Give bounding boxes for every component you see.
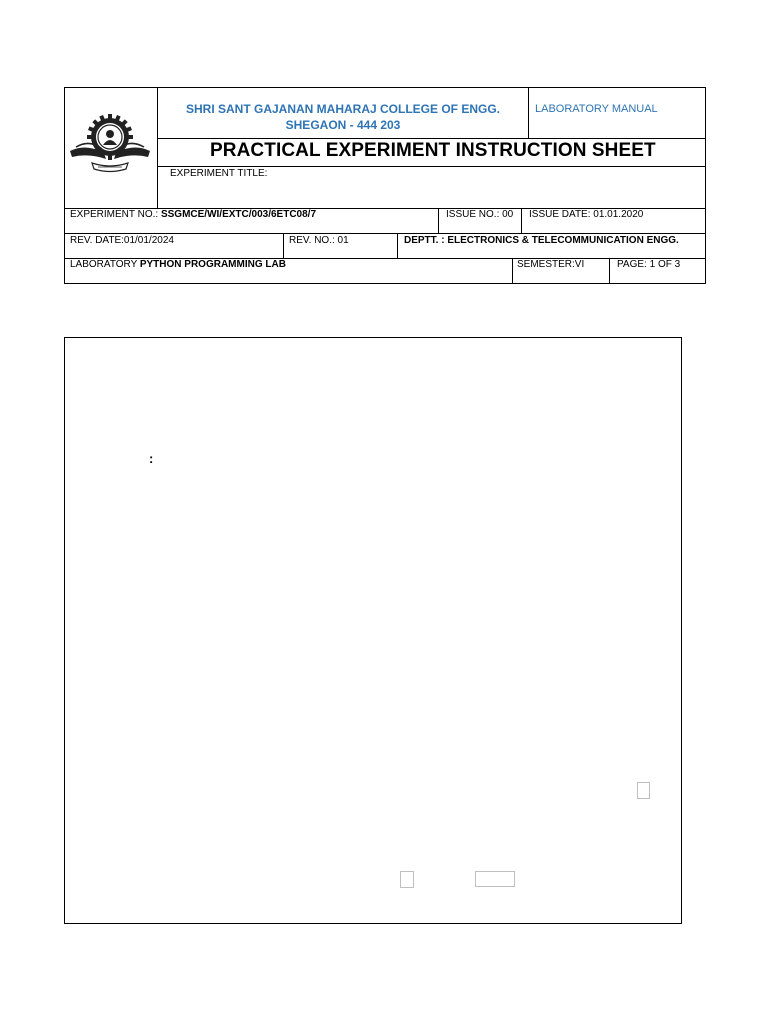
- placeholder-box: [400, 871, 414, 888]
- college-name: SHRI SANT GAJANAN MAHARAJ COLLEGE OF ENGG.: [185, 102, 500, 116]
- sheet-title: PRACTICAL EXPERIMENT INSTRUCTION SHEET: [210, 140, 656, 161]
- header-table: [64, 87, 706, 284]
- placeholder-box: [637, 782, 650, 799]
- department: DEPTT. : ELECTRONICS & TELECOMMUNICATION ENGG.: [404, 235, 679, 246]
- content-box: [64, 337, 682, 924]
- issue-no: ISSUE NO.: 00: [446, 209, 514, 220]
- laboratory-label: LABORATORY: [70, 259, 140, 270]
- laboratory-cell: [70, 259, 286, 271]
- experiment-no-label: EXPERIMENT NO.:: [70, 209, 161, 220]
- colon-mark: :: [149, 451, 154, 466]
- issue-date: ISSUE DATE: 01.01.2020: [529, 209, 644, 220]
- college-address: SHEGAON - 444 203: [285, 118, 401, 132]
- experiment-no-value: SSGMCE/WI/EXTC/003/6ETC08/7: [160, 209, 317, 220]
- lab-manual-label: LABORATORY MANUAL: [535, 103, 658, 115]
- page-number: PAGE: 1 OF 3: [617, 259, 681, 270]
- rev-no: REV. NO.: 01: [289, 235, 349, 246]
- college-seal-logo-icon: [66, 107, 154, 177]
- placeholder-box: [475, 871, 515, 887]
- experiment-title-label: EXPERIMENT TITLE:: [170, 168, 268, 179]
- experiment-no-cell: [70, 209, 316, 221]
- semester: SEMESTER:VI: [517, 259, 585, 270]
- laboratory-value: PYTHON PROGRAMMING LAB: [139, 259, 286, 270]
- rev-date: REV. DATE:01/01/2024: [70, 235, 174, 246]
